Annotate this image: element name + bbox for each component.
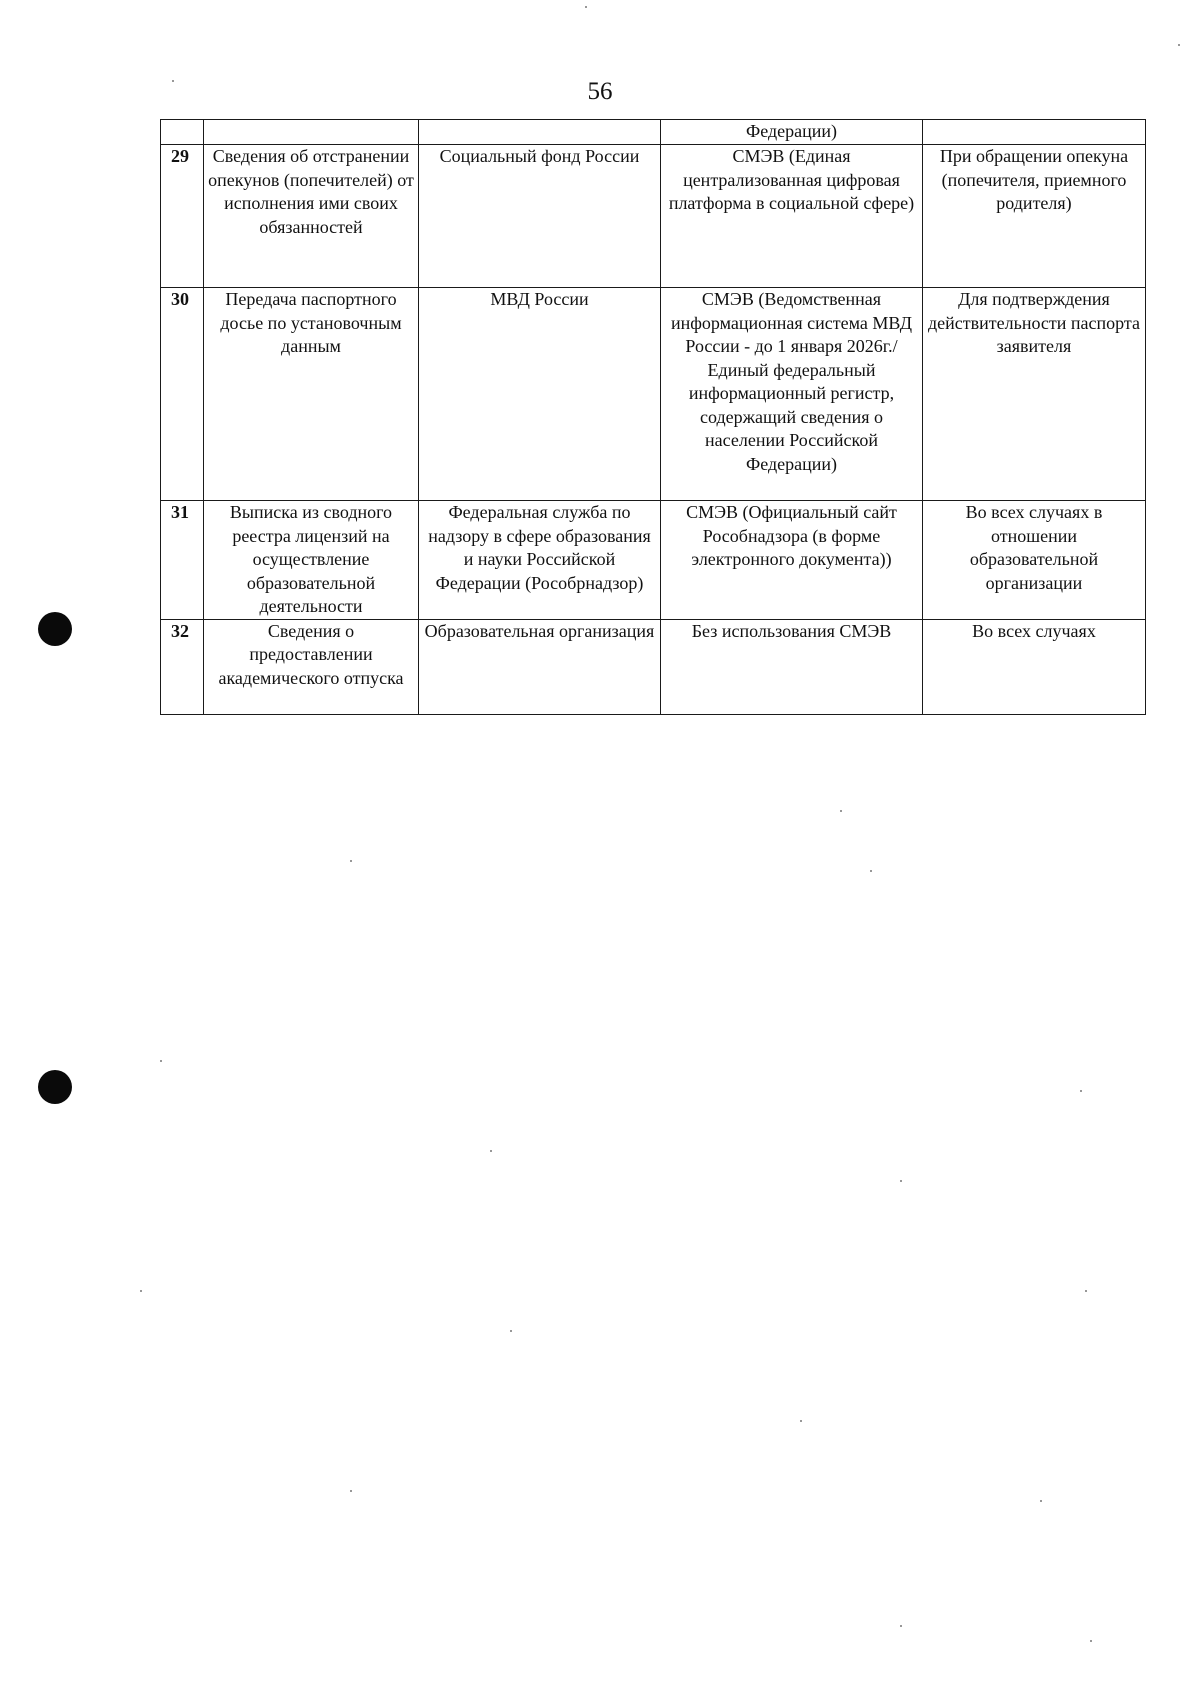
provider-cell: МВД России (419, 288, 661, 501)
document-name-cell: Передача паспортного досье по установочным данным (204, 288, 419, 501)
scan-speck (350, 860, 352, 862)
method-cell: Без использования СМЭВ (661, 619, 923, 714)
table-row (161, 619, 1146, 714)
scan-speck (1080, 1090, 1082, 1092)
table-row (161, 288, 1146, 501)
scan-speck (840, 810, 842, 812)
provider-cell: Образовательная организация (419, 619, 661, 714)
method-cell: СМЭВ (Единая централизованная цифровая платформа в социальной сфере) (661, 145, 923, 288)
scan-speck (900, 1625, 902, 1627)
table-row-continuation (161, 120, 1146, 145)
scan-speck (350, 1490, 352, 1492)
document-table (160, 119, 1146, 715)
provider-cell: Федеральная служба по надзору в сфере образования и науки Российской Федерации (Рособрнадзор) (419, 501, 661, 620)
row-number-cell (161, 120, 204, 145)
condition-cell: Для подтверждения действительности паспорта заявителя (923, 288, 1146, 501)
scan-speck (510, 1330, 512, 1332)
table-row (161, 501, 1146, 620)
scan-speck (1090, 1640, 1092, 1642)
method-cell: СМЭВ (Официальный сайт Рособнадзора (в форме электронного документа)) (661, 501, 923, 620)
table-row (161, 145, 1146, 288)
scan-speck (870, 870, 872, 872)
scan-speck (1178, 44, 1180, 46)
scan-speck (160, 1060, 162, 1062)
document-name-cell: Сведения об отстранении опекунов (попечителей) от исполнения ими своих обязанностей (204, 145, 419, 288)
scan-speck (800, 1420, 802, 1422)
method-cell: СМЭВ (Ведомственная информационная система МВД России - до 1 января 2026г./Единый федеральный информационный регистр, содержащий сведения о населении Российской Федерации) (661, 288, 923, 501)
scan-speck (490, 1150, 492, 1152)
document-name-cell: Сведения о предоставлении академического отпуска (204, 619, 419, 714)
scan-speck (900, 1180, 902, 1182)
row-number-cell: 29 (161, 145, 204, 288)
condition-cell: Во всех случаях (923, 619, 1146, 714)
document-name-cell: Выписка из сводного реестра лицензий на осуществление образовательной деятельности (204, 501, 419, 620)
condition-cell (923, 120, 1146, 145)
binder-hole-bottom (38, 1070, 72, 1104)
row-number-cell: 32 (161, 619, 204, 714)
document-name-cell (204, 120, 419, 145)
provider-cell (419, 120, 661, 145)
provider-cell: Социальный фонд России (419, 145, 661, 288)
scan-speck (1085, 1290, 1087, 1292)
scan-speck (585, 6, 587, 8)
condition-cell: Во всех случаях в отношении образовательной организации (923, 501, 1146, 620)
scan-speck (1040, 1500, 1042, 1502)
scan-speck (172, 80, 174, 82)
condition-cell: При обращении опекуна (попечителя, приемного родителя) (923, 145, 1146, 288)
row-number-cell: 31 (161, 501, 204, 620)
scan-speck (140, 1290, 142, 1292)
row-number-cell: 30 (161, 288, 204, 501)
binder-hole-top (38, 612, 72, 646)
page-number: 56 (587, 78, 613, 105)
method-cell: Федерации) (661, 120, 923, 145)
